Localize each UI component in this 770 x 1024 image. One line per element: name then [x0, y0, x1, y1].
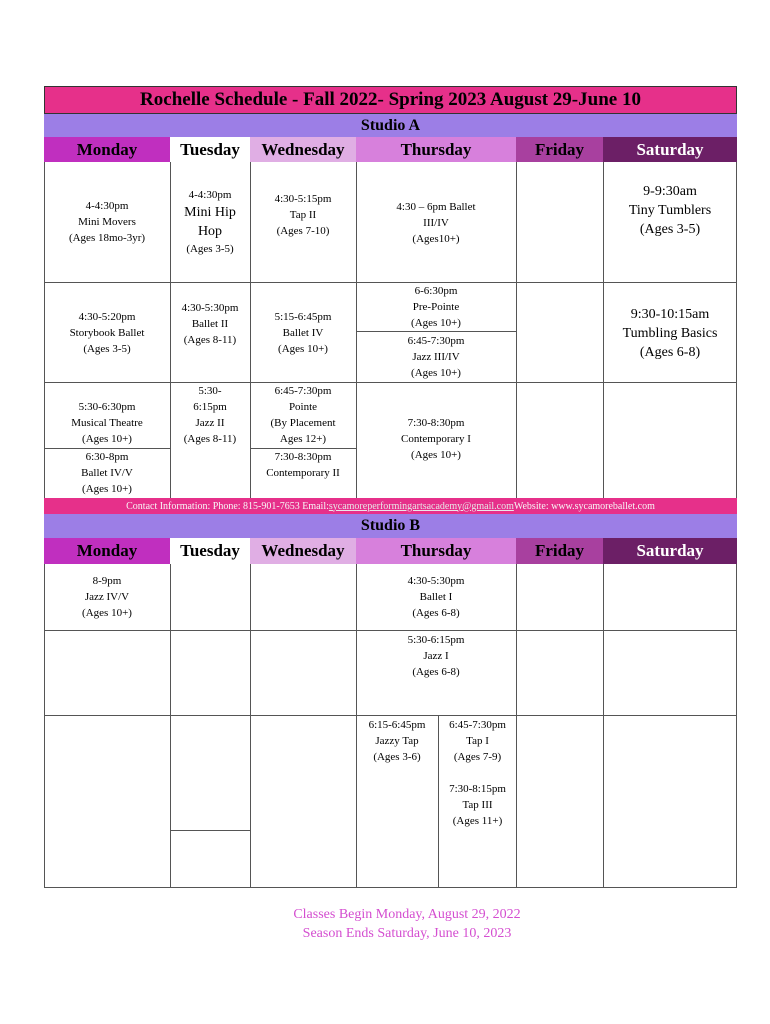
- class-name: Tap I: [466, 735, 489, 747]
- class-ages: (Ages 10+): [411, 449, 461, 461]
- class-ages: (Ages 10+): [82, 483, 132, 495]
- class-name: Pointe: [288, 401, 318, 413]
- class-time: 7:30-8:30pm: [274, 451, 332, 463]
- studio-b-monday-class-1: [44, 573, 170, 621]
- studio-a-thursday-class-4: [356, 415, 516, 463]
- class-time-cont: 6:15pm: [193, 401, 227, 413]
- class-name: Musical Theatre: [71, 417, 143, 429]
- class-time: 5:30-6:15pm: [407, 634, 465, 646]
- season-ends-note: Season Ends Saturday, June 10, 2023: [302, 926, 512, 941]
- class-time: 6:45-7:30pm: [449, 719, 506, 731]
- class-time: 6:45-7:30pm: [407, 335, 465, 347]
- class-time: 5:30-: [198, 385, 222, 397]
- class-ages: (Ages 3-5): [186, 243, 234, 255]
- class-ages: (Ages 6-8): [412, 607, 460, 619]
- class-ages: (Ages 10+): [411, 367, 461, 379]
- studio-a-day-tuesday: Tuesday: [170, 137, 250, 162]
- class-ages: (Ages 10+): [82, 607, 132, 619]
- contact-info: [44, 498, 737, 514]
- studio-a-monday-class-2: [44, 309, 170, 357]
- class-name: Mini Hip: [184, 205, 236, 220]
- studio-a-saturday-class-2: [603, 305, 737, 362]
- studio-a-wednesday-class-3: [250, 383, 356, 447]
- class-time: 4:30-5:30pm: [407, 575, 465, 587]
- class-time: 8-9pm: [92, 575, 122, 587]
- studio-a-monday-class-3: [44, 399, 170, 447]
- studio-a-wednesday-class-4: [250, 449, 356, 481]
- studio-a-day-friday: Friday: [516, 137, 603, 162]
- class-time: 9-9:30am: [643, 184, 697, 199]
- studio-a-day-wednesday: Wednesday: [250, 137, 356, 162]
- class-name: Jazzy Tap: [375, 735, 419, 747]
- class-name: Storybook Ballet: [69, 327, 145, 339]
- class-name: Tap II: [289, 209, 317, 221]
- studio-b-header: [44, 514, 737, 538]
- class-ages: (Ages 7-10): [276, 225, 330, 237]
- class-time: 4:30-5:30pm: [181, 302, 239, 314]
- studio-a-label: Studio A: [360, 116, 421, 134]
- studio-b-day-monday: Monday: [44, 538, 170, 564]
- studio-a-saturday-class-1: [603, 182, 737, 239]
- class-ages: (Ages 10+): [278, 343, 328, 355]
- studio-b-day-thursday: Thursday: [356, 538, 516, 564]
- studio-a-thursday-class-2: [356, 283, 516, 331]
- studio-a-tuesday-class-2: [170, 300, 250, 348]
- footer-notes: [44, 905, 770, 943]
- class-name: Ballet II: [191, 318, 229, 330]
- class-name: Ballet IV/V: [81, 467, 133, 479]
- class-time: 6-6:30pm: [414, 285, 458, 297]
- class-time: 9:30-10:15am: [630, 307, 710, 322]
- classes-begin-note: Classes Begin Monday, August 29, 2022: [293, 907, 521, 922]
- class-time: 7:30-8:15pm: [449, 783, 506, 795]
- studio-a-wednesday-class-2: [250, 309, 356, 357]
- class-name: Jazz II: [195, 417, 225, 429]
- studio-b-day-saturday: Saturday: [603, 538, 737, 564]
- class-name: Ballet IV: [282, 327, 324, 339]
- studio-a-monday-class-1: [44, 198, 170, 246]
- studio-b-thursday-class-2: [356, 632, 516, 680]
- studio-b-day-tuesday: Tuesday: [170, 538, 250, 564]
- class-time: 4:30-5:15pm: [274, 193, 332, 205]
- class-name: Tiny Tumblers: [628, 203, 712, 218]
- class-ages: (Ages 6-8): [412, 666, 460, 678]
- class-time: 4:30 – 6pm Ballet: [396, 201, 476, 213]
- studio-a-wednesday-class-1: [250, 191, 356, 239]
- studio-a-day-monday: Monday: [44, 137, 170, 162]
- class-name: III/IV: [423, 217, 449, 229]
- class-name: Tumbling Basics: [622, 326, 718, 341]
- class-name-cont: Hop: [197, 224, 223, 239]
- studio-a-day-saturday: Saturday: [603, 137, 737, 162]
- class-ages: (Ages 8-11): [183, 334, 237, 346]
- class-ages: (Ages 3-6): [373, 751, 421, 763]
- class-ages: (Ages 6-8): [639, 345, 701, 360]
- class-time: 5:30-6:30pm: [78, 401, 136, 413]
- class-time: 7:30-8:30pm: [407, 417, 465, 429]
- class-time: 6:45-7:30pm: [274, 385, 332, 397]
- class-name: Jazz I: [423, 650, 449, 662]
- class-ages: (Ages 10+): [82, 433, 132, 445]
- studio-b-thursday-class-4: [439, 717, 516, 829]
- studio-a-thursday-class-1: [356, 199, 516, 247]
- contact-prefix: Contact Information: Phone: 815-901-7653 Email:: [126, 500, 329, 512]
- class-name: Tap III: [462, 799, 493, 811]
- class-name: Pre-Pointe: [412, 301, 460, 313]
- class-time: 6:30-8pm: [85, 451, 129, 463]
- class-time: 4:30-5:20pm: [78, 311, 136, 323]
- class-ages: (Ages10+): [412, 233, 460, 245]
- studio-a-header: [44, 114, 737, 137]
- studio-a-thursday-class-3: [356, 333, 516, 381]
- studio-a-tuesday-class-3: [170, 383, 250, 447]
- class-time: 4-4:30pm: [85, 200, 129, 212]
- class-name: Ballet I: [419, 591, 453, 603]
- class-name: Jazz III/IV: [412, 351, 460, 363]
- class-ages: Ages 12+): [279, 433, 327, 445]
- contact-suffix: Website: www.sycamoreballet.com: [513, 500, 655, 512]
- studio-a-monday-class-4: [44, 449, 170, 497]
- class-ages: (Ages 11+): [452, 815, 503, 827]
- class-ages: (Ages 3-5): [83, 343, 131, 355]
- class-ages: (Ages 10+): [411, 317, 461, 329]
- email-link[interactable]: sycamoreperformingartsacademy@gmail.com: [328, 500, 514, 512]
- class-note: (By Placement: [270, 417, 336, 429]
- studio-b-thursday-class-3: [356, 717, 438, 765]
- class-name: Contemporary II: [266, 467, 340, 479]
- class-ages: (Ages 8-11): [183, 433, 237, 445]
- class-ages: (Ages 7-9): [453, 751, 502, 763]
- schedule-title: [44, 86, 737, 114]
- class-name: Jazz IV/V: [84, 591, 130, 603]
- studio-b-day-friday: Friday: [516, 538, 603, 564]
- class-ages: (Ages 18mo-3yr): [68, 232, 146, 244]
- schedule-title-text: Rochelle Schedule - Fall 2022- Spring 2023 August 29-June 10: [140, 89, 641, 110]
- studio-a-day-thursday: Thursday: [356, 137, 516, 162]
- class-time: 6:15-6:45pm: [368, 719, 426, 731]
- class-ages: (Ages 3-5): [639, 222, 701, 237]
- studio-b-day-wednesday: Wednesday: [250, 538, 356, 564]
- class-time: 4-4:30pm: [188, 189, 232, 201]
- studio-b-label: Studio B: [360, 517, 421, 534]
- studio-b-thursday-class-1: [356, 573, 516, 621]
- class-name: Contemporary I: [401, 433, 471, 445]
- class-time: 5:15-6:45pm: [274, 311, 332, 323]
- class-name: Mini Movers: [78, 216, 136, 228]
- spacer: [439, 765, 516, 781]
- studio-a-tuesday-class-1: [170, 187, 250, 257]
